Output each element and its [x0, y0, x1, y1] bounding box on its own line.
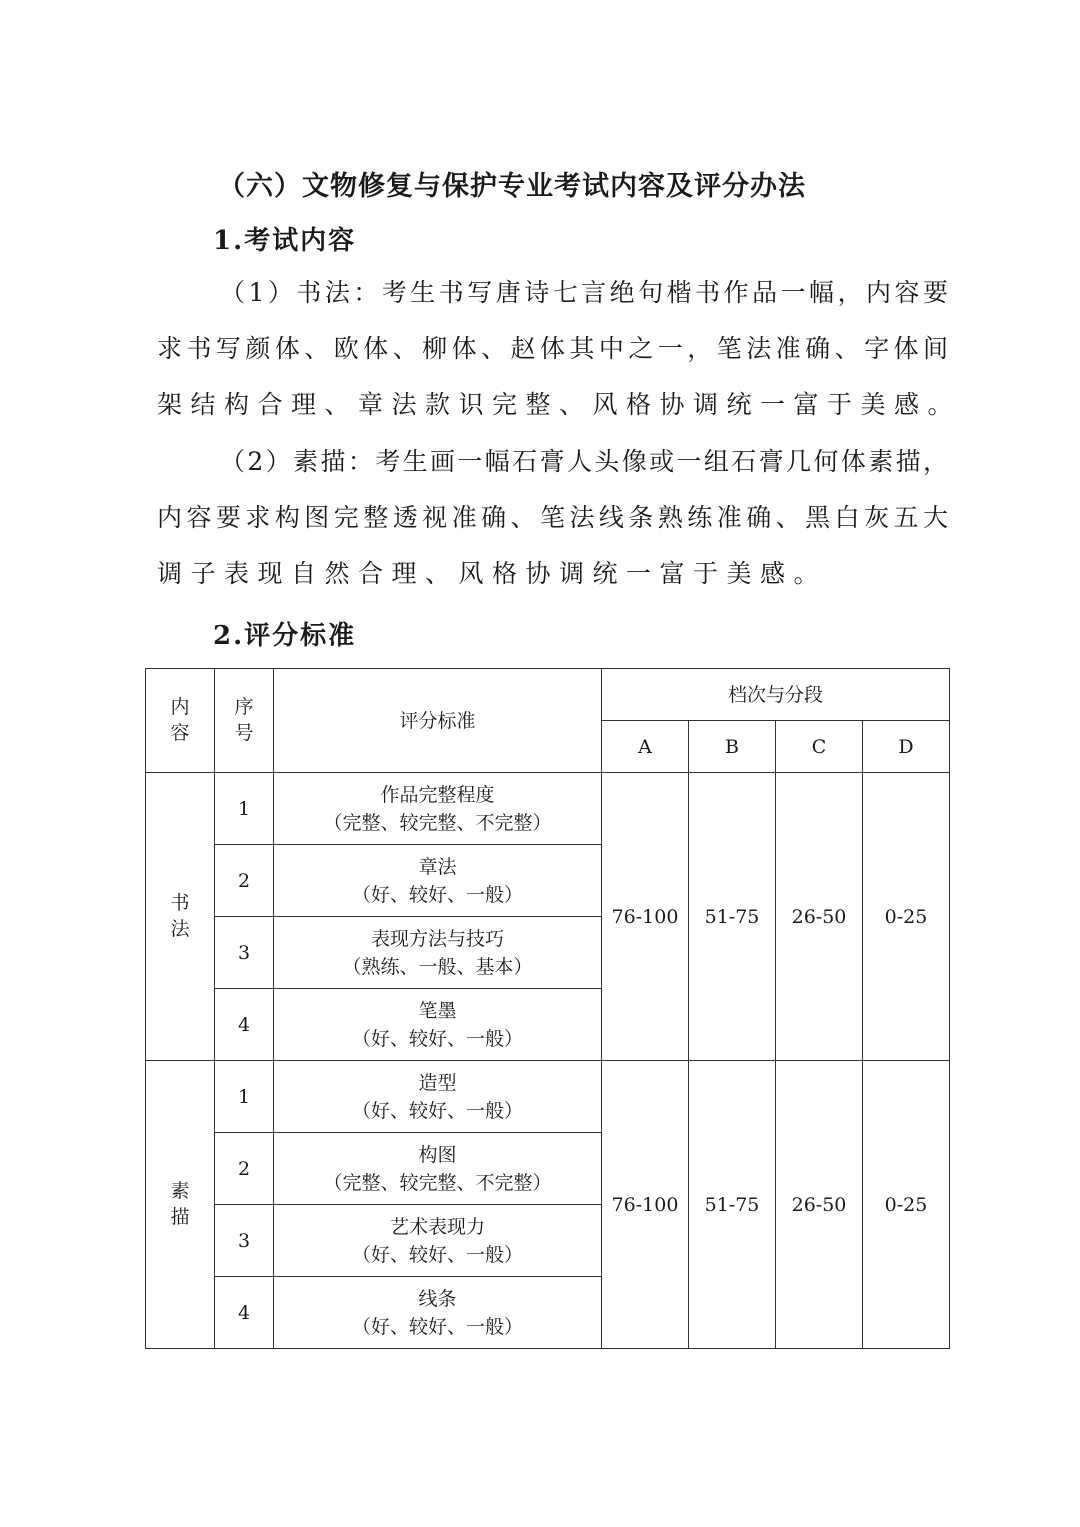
row-seq: 1: [215, 773, 274, 845]
paragraph-line: （2）素描：考生画一幅石膏人头像或一组石膏几何体素描，: [220, 447, 948, 476]
section-heading-scoring: 2.评分标准: [213, 621, 357, 651]
row-seq: 3: [215, 1205, 274, 1277]
header-seq: 序号: [215, 669, 274, 773]
row-seq: 2: [215, 845, 274, 917]
score-range: 26-50: [776, 1061, 863, 1349]
table-row: [146, 773, 950, 845]
criteria-item: 构图: [418, 1143, 457, 1166]
row-seq: 3: [215, 917, 274, 989]
row-seq: 1: [215, 1061, 274, 1133]
header-grade-d: D: [863, 721, 950, 773]
paragraph-line: 内容要求构图完整透视准确、笔法线条熟练准确、黑白灰五大: [157, 503, 948, 532]
criteria-levels: （好、较好、一般）: [351, 883, 523, 906]
paragraph-line: （1）书法：考生书写唐诗七言绝句楷书作品一幅，内容要: [220, 278, 948, 307]
row-criteria: [274, 1277, 602, 1349]
header-grade-c: C: [776, 721, 863, 773]
row-criteria: [274, 1061, 602, 1133]
criteria-item: 线条: [418, 1287, 457, 1310]
score-range: 0-25: [863, 1061, 950, 1349]
score-range: 51-75: [689, 773, 776, 1061]
paragraph-line: 求书写颜体、欧体、柳体、赵体其中之一，笔法准确、字体间: [157, 334, 948, 363]
score-range: 51-75: [689, 1061, 776, 1349]
paragraph-line: 架结构合理、章法款识完整、风格协调统一富于美感。: [157, 390, 962, 419]
row-seq: 4: [215, 989, 274, 1061]
row-criteria: [274, 1133, 602, 1205]
table-row: [146, 1061, 950, 1133]
criteria-levels: （完整、较完整、不完整）: [323, 1171, 552, 1194]
criteria-levels: （完整、较完整、不完整）: [323, 811, 552, 834]
section-heading-exam-content: 1.考试内容: [213, 226, 357, 256]
criteria-levels: （好、较好、一般）: [351, 1099, 523, 1122]
criteria-levels: （好、较好、一般）: [351, 1315, 523, 1338]
criteria-levels: （好、较好、一般）: [351, 1027, 523, 1050]
criteria-item: 表现方法与技巧: [370, 927, 504, 950]
header-criteria: 评分标准: [274, 669, 602, 773]
group-name: 书法: [146, 773, 215, 1061]
paragraph-line: 调子表现自然合理、风格协调统一富于美感。: [157, 559, 828, 588]
score-range: 0-25: [863, 773, 950, 1061]
row-criteria: [274, 917, 602, 989]
row-seq: 4: [215, 1277, 274, 1349]
criteria-levels: （好、较好、一般）: [351, 1243, 523, 1266]
row-criteria: [274, 1205, 602, 1277]
criteria-item: 艺术表现力: [389, 1215, 485, 1238]
header-content: 内容: [146, 669, 215, 773]
score-range: 26-50: [776, 773, 863, 1061]
criteria-item: 作品完整程度: [380, 783, 495, 806]
row-criteria: [274, 989, 602, 1061]
score-range: 76-100: [602, 773, 689, 1061]
header-grade-a: A: [602, 721, 689, 773]
score-range: 76-100: [602, 1061, 689, 1349]
criteria-item: 章法: [418, 855, 457, 878]
header-grades: 档次与分段: [602, 669, 950, 721]
criteria-item: 造型: [418, 1071, 457, 1094]
scoring-table: [145, 668, 950, 1349]
group-name: 素描: [146, 1061, 215, 1349]
row-criteria: [274, 773, 602, 845]
criteria-levels: （熟练、一般、基本）: [342, 955, 533, 978]
row-criteria: [274, 845, 602, 917]
row-seq: 2: [215, 1133, 274, 1205]
page-title: （六）文物修复与保护专业考试内容及评分办法: [218, 171, 806, 202]
criteria-item: 笔墨: [418, 999, 457, 1022]
header-grade-b: B: [689, 721, 776, 773]
